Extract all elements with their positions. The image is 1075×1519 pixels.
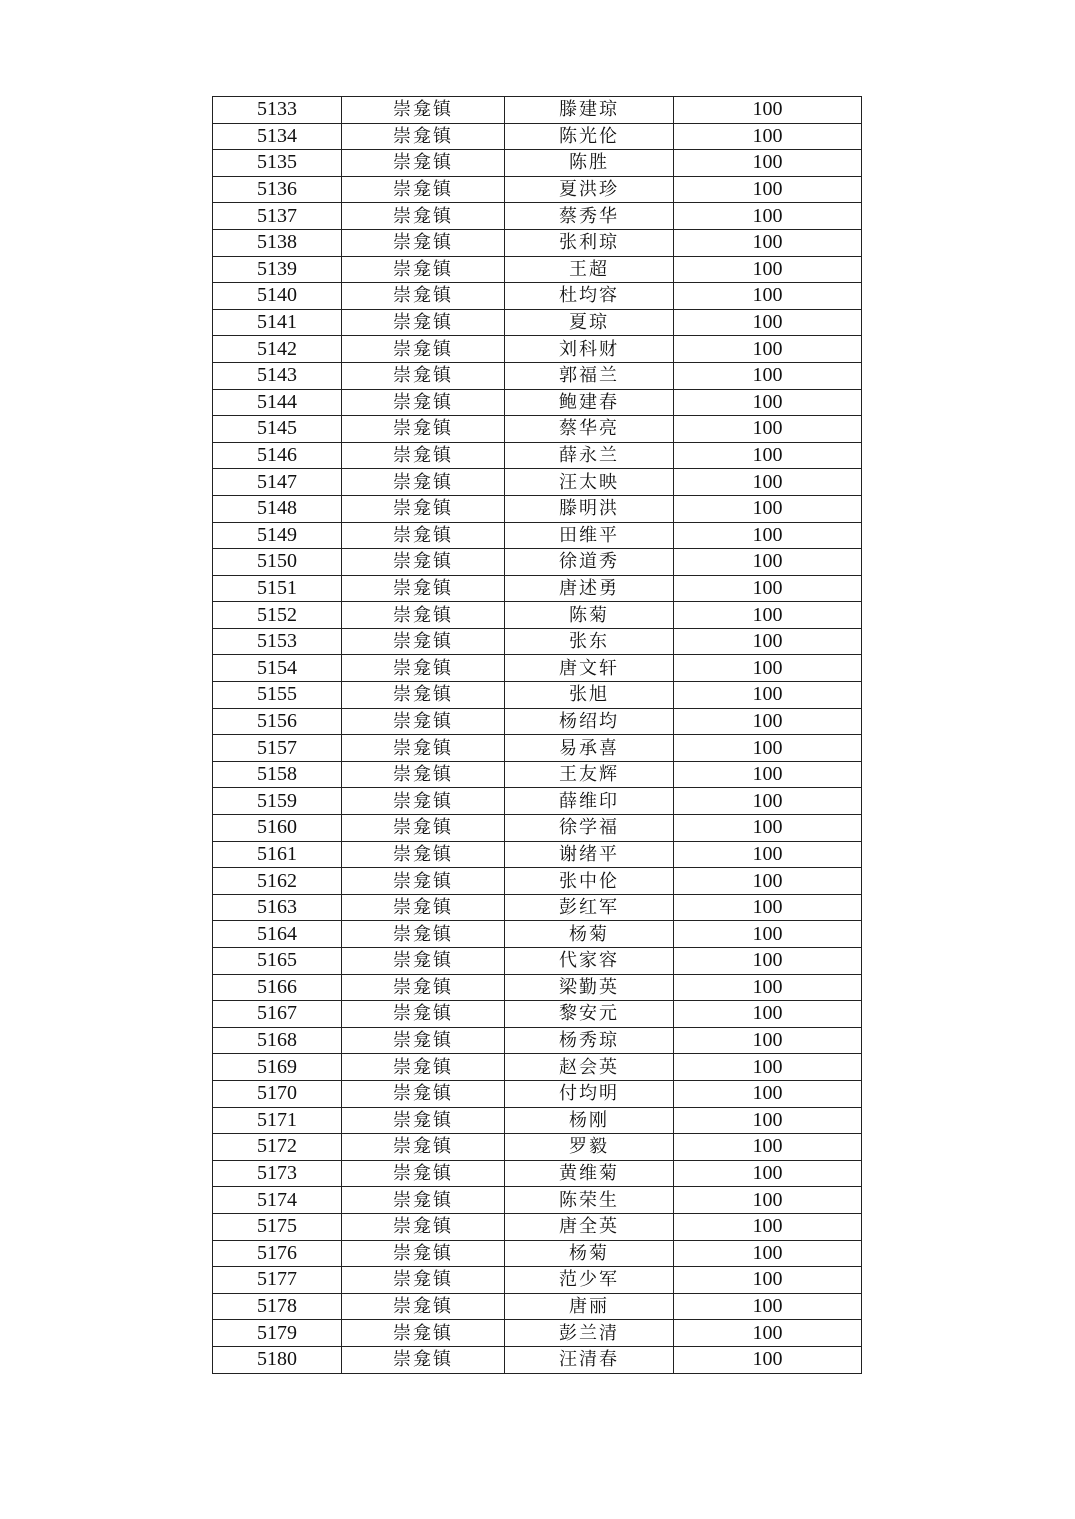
amount-cell: 100 xyxy=(674,1320,862,1347)
town-cell: 崇龛镇 xyxy=(342,655,505,682)
table-row xyxy=(213,1080,862,1107)
table-row xyxy=(213,841,862,868)
amount-cell: 100 xyxy=(674,336,862,363)
amount-cell: 100 xyxy=(674,1107,862,1134)
person-name-cell: 杨绍均 xyxy=(505,708,674,735)
person-name-cell: 滕明洪 xyxy=(505,495,674,522)
table-row xyxy=(213,1293,862,1320)
person-name-cell: 杨菊 xyxy=(505,1240,674,1267)
town-cell: 崇龛镇 xyxy=(342,815,505,842)
person-name-cell: 张利琼 xyxy=(505,229,674,256)
row-number-cell: 5180 xyxy=(213,1346,342,1373)
town-cell: 崇龛镇 xyxy=(342,974,505,1001)
person-name-cell: 郭福兰 xyxy=(505,362,674,389)
amount-cell: 100 xyxy=(674,150,862,177)
amount-cell: 100 xyxy=(674,495,862,522)
town-cell: 崇龛镇 xyxy=(342,1213,505,1240)
town-cell: 崇龛镇 xyxy=(342,549,505,576)
row-number-cell: 5164 xyxy=(213,921,342,948)
table-body xyxy=(213,97,862,1374)
row-number-cell: 5147 xyxy=(213,469,342,496)
town-cell: 崇龛镇 xyxy=(342,1240,505,1267)
row-number-cell: 5179 xyxy=(213,1320,342,1347)
amount-cell: 100 xyxy=(674,948,862,975)
row-number-cell: 5167 xyxy=(213,1001,342,1028)
table-row xyxy=(213,1267,862,1294)
town-cell: 崇龛镇 xyxy=(342,1320,505,1347)
town-cell: 崇龛镇 xyxy=(342,735,505,762)
amount-cell: 100 xyxy=(674,309,862,336)
amount-cell: 100 xyxy=(674,362,862,389)
person-name-cell: 张东 xyxy=(505,628,674,655)
town-cell: 崇龛镇 xyxy=(342,1027,505,1054)
row-number-cell: 5157 xyxy=(213,735,342,762)
row-number-cell: 5142 xyxy=(213,336,342,363)
person-name-cell: 彭红军 xyxy=(505,894,674,921)
person-name-cell: 张旭 xyxy=(505,682,674,709)
table-row xyxy=(213,868,862,895)
row-number-cell: 5155 xyxy=(213,682,342,709)
row-number-cell: 5171 xyxy=(213,1107,342,1134)
subsidy-list-table xyxy=(212,96,862,1374)
row-number-cell: 5172 xyxy=(213,1134,342,1161)
town-cell: 崇龛镇 xyxy=(342,309,505,336)
person-name-cell: 陈胜 xyxy=(505,150,674,177)
person-name-cell: 代家容 xyxy=(505,948,674,975)
person-name-cell: 刘科财 xyxy=(505,336,674,363)
amount-cell: 100 xyxy=(674,1187,862,1214)
person-name-cell: 蔡华亮 xyxy=(505,416,674,443)
table-row xyxy=(213,442,862,469)
row-number-cell: 5163 xyxy=(213,894,342,921)
person-name-cell: 黄维菊 xyxy=(505,1160,674,1187)
town-cell: 崇龛镇 xyxy=(342,97,505,124)
row-number-cell: 5177 xyxy=(213,1267,342,1294)
town-cell: 崇龛镇 xyxy=(342,416,505,443)
table-row xyxy=(213,1213,862,1240)
amount-cell: 100 xyxy=(674,841,862,868)
amount-cell: 100 xyxy=(674,1267,862,1294)
person-name-cell: 陈光伦 xyxy=(505,123,674,150)
town-cell: 崇龛镇 xyxy=(342,1001,505,1028)
person-name-cell: 滕建琼 xyxy=(505,97,674,124)
person-name-cell: 付均明 xyxy=(505,1080,674,1107)
town-cell: 崇龛镇 xyxy=(342,176,505,203)
amount-cell: 100 xyxy=(674,203,862,230)
town-cell: 崇龛镇 xyxy=(342,1054,505,1081)
person-name-cell: 唐述勇 xyxy=(505,575,674,602)
table-row xyxy=(213,549,862,576)
amount-cell: 100 xyxy=(674,1346,862,1373)
town-cell: 崇龛镇 xyxy=(342,469,505,496)
amount-cell: 100 xyxy=(674,522,862,549)
table-row xyxy=(213,256,862,283)
row-number-cell: 5159 xyxy=(213,788,342,815)
row-number-cell: 5146 xyxy=(213,442,342,469)
row-number-cell: 5153 xyxy=(213,628,342,655)
town-cell: 崇龛镇 xyxy=(342,602,505,629)
row-number-cell: 5168 xyxy=(213,1027,342,1054)
table-row xyxy=(213,522,862,549)
table-row xyxy=(213,761,862,788)
person-name-cell: 易承喜 xyxy=(505,735,674,762)
town-cell: 崇龛镇 xyxy=(342,788,505,815)
row-number-cell: 5135 xyxy=(213,150,342,177)
row-number-cell: 5169 xyxy=(213,1054,342,1081)
table-row xyxy=(213,1346,862,1373)
row-number-cell: 5134 xyxy=(213,123,342,150)
town-cell: 崇龛镇 xyxy=(342,894,505,921)
row-number-cell: 5138 xyxy=(213,229,342,256)
person-name-cell: 梁勤英 xyxy=(505,974,674,1001)
town-cell: 崇龛镇 xyxy=(342,841,505,868)
amount-cell: 100 xyxy=(674,256,862,283)
table-row xyxy=(213,948,862,975)
amount-cell: 100 xyxy=(674,602,862,629)
table-row xyxy=(213,1134,862,1161)
town-cell: 崇龛镇 xyxy=(342,921,505,948)
table-row xyxy=(213,469,862,496)
town-cell: 崇龛镇 xyxy=(342,336,505,363)
amount-cell: 100 xyxy=(674,708,862,735)
person-name-cell: 鲍建春 xyxy=(505,389,674,416)
person-name-cell: 薛永兰 xyxy=(505,442,674,469)
amount-cell: 100 xyxy=(674,442,862,469)
person-name-cell: 罗毅 xyxy=(505,1134,674,1161)
table-row xyxy=(213,1160,862,1187)
table-row xyxy=(213,788,862,815)
amount-cell: 100 xyxy=(674,655,862,682)
amount-cell: 100 xyxy=(674,97,862,124)
table-row xyxy=(213,708,862,735)
row-number-cell: 5162 xyxy=(213,868,342,895)
row-number-cell: 5139 xyxy=(213,256,342,283)
amount-cell: 100 xyxy=(674,1160,862,1187)
amount-cell: 100 xyxy=(674,1213,862,1240)
town-cell: 崇龛镇 xyxy=(342,123,505,150)
person-name-cell: 杨刚 xyxy=(505,1107,674,1134)
amount-cell: 100 xyxy=(674,549,862,576)
row-number-cell: 5166 xyxy=(213,974,342,1001)
amount-cell: 100 xyxy=(674,1054,862,1081)
town-cell: 崇龛镇 xyxy=(342,682,505,709)
row-number-cell: 5174 xyxy=(213,1187,342,1214)
row-number-cell: 5141 xyxy=(213,309,342,336)
amount-cell: 100 xyxy=(674,1080,862,1107)
row-number-cell: 5176 xyxy=(213,1240,342,1267)
row-number-cell: 5170 xyxy=(213,1080,342,1107)
person-name-cell: 唐文轩 xyxy=(505,655,674,682)
amount-cell: 100 xyxy=(674,682,862,709)
town-cell: 崇龛镇 xyxy=(342,868,505,895)
amount-cell: 100 xyxy=(674,575,862,602)
table-row xyxy=(213,362,862,389)
row-number-cell: 5175 xyxy=(213,1213,342,1240)
town-cell: 崇龛镇 xyxy=(342,256,505,283)
person-name-cell: 汪清春 xyxy=(505,1346,674,1373)
table-row xyxy=(213,735,862,762)
person-name-cell: 范少军 xyxy=(505,1267,674,1294)
town-cell: 崇龛镇 xyxy=(342,522,505,549)
amount-cell: 100 xyxy=(674,921,862,948)
table-row xyxy=(213,1240,862,1267)
row-number-cell: 5165 xyxy=(213,948,342,975)
person-name-cell: 谢绪平 xyxy=(505,841,674,868)
person-name-cell: 张中伦 xyxy=(505,868,674,895)
table-row xyxy=(213,150,862,177)
amount-cell: 100 xyxy=(674,1027,862,1054)
town-cell: 崇龛镇 xyxy=(342,495,505,522)
row-number-cell: 5152 xyxy=(213,602,342,629)
town-cell: 崇龛镇 xyxy=(342,1267,505,1294)
amount-cell: 100 xyxy=(674,123,862,150)
town-cell: 崇龛镇 xyxy=(342,1107,505,1134)
person-name-cell: 唐全英 xyxy=(505,1213,674,1240)
town-cell: 崇龛镇 xyxy=(342,1187,505,1214)
amount-cell: 100 xyxy=(674,1134,862,1161)
row-number-cell: 5178 xyxy=(213,1293,342,1320)
person-name-cell: 汪太映 xyxy=(505,469,674,496)
amount-cell: 100 xyxy=(674,868,862,895)
row-number-cell: 5143 xyxy=(213,362,342,389)
person-name-cell: 徐道秀 xyxy=(505,549,674,576)
person-name-cell: 陈荣生 xyxy=(505,1187,674,1214)
table-row xyxy=(213,1187,862,1214)
table-row xyxy=(213,416,862,443)
row-number-cell: 5136 xyxy=(213,176,342,203)
town-cell: 崇龛镇 xyxy=(342,442,505,469)
table-row xyxy=(213,229,862,256)
row-number-cell: 5173 xyxy=(213,1160,342,1187)
amount-cell: 100 xyxy=(674,974,862,1001)
person-name-cell: 彭兰清 xyxy=(505,1320,674,1347)
table-row xyxy=(213,602,862,629)
row-number-cell: 5149 xyxy=(213,522,342,549)
table-row xyxy=(213,336,862,363)
person-name-cell: 杨菊 xyxy=(505,921,674,948)
town-cell: 崇龛镇 xyxy=(342,150,505,177)
row-number-cell: 5150 xyxy=(213,549,342,576)
row-number-cell: 5154 xyxy=(213,655,342,682)
row-number-cell: 5148 xyxy=(213,495,342,522)
town-cell: 崇龛镇 xyxy=(342,362,505,389)
table-row xyxy=(213,1027,862,1054)
town-cell: 崇龛镇 xyxy=(342,708,505,735)
town-cell: 崇龛镇 xyxy=(342,1293,505,1320)
table-row xyxy=(213,921,862,948)
town-cell: 崇龛镇 xyxy=(342,1080,505,1107)
table-row xyxy=(213,628,862,655)
town-cell: 崇龛镇 xyxy=(342,229,505,256)
table-row xyxy=(213,1054,862,1081)
town-cell: 崇龛镇 xyxy=(342,1346,505,1373)
table-row xyxy=(213,1107,862,1134)
person-name-cell: 杜均容 xyxy=(505,283,674,310)
amount-cell: 100 xyxy=(674,469,862,496)
town-cell: 崇龛镇 xyxy=(342,628,505,655)
amount-cell: 100 xyxy=(674,815,862,842)
amount-cell: 100 xyxy=(674,735,862,762)
amount-cell: 100 xyxy=(674,894,862,921)
town-cell: 崇龛镇 xyxy=(342,1160,505,1187)
amount-cell: 100 xyxy=(674,416,862,443)
table-row xyxy=(213,1001,862,1028)
town-cell: 崇龛镇 xyxy=(342,575,505,602)
person-name-cell: 赵会英 xyxy=(505,1054,674,1081)
table-row xyxy=(213,894,862,921)
row-number-cell: 5156 xyxy=(213,708,342,735)
row-number-cell: 5140 xyxy=(213,283,342,310)
row-number-cell: 5144 xyxy=(213,389,342,416)
table-row xyxy=(213,815,862,842)
person-name-cell: 杨秀琼 xyxy=(505,1027,674,1054)
person-name-cell: 王友辉 xyxy=(505,761,674,788)
amount-cell: 100 xyxy=(674,628,862,655)
amount-cell: 100 xyxy=(674,176,862,203)
amount-cell: 100 xyxy=(674,1001,862,1028)
amount-cell: 100 xyxy=(674,1293,862,1320)
table-row xyxy=(213,389,862,416)
row-number-cell: 5160 xyxy=(213,815,342,842)
row-number-cell: 5151 xyxy=(213,575,342,602)
person-name-cell: 夏洪珍 xyxy=(505,176,674,203)
table-row xyxy=(213,575,862,602)
table-row xyxy=(213,97,862,124)
row-number-cell: 5158 xyxy=(213,761,342,788)
person-name-cell: 薛维印 xyxy=(505,788,674,815)
amount-cell: 100 xyxy=(674,229,862,256)
table-row xyxy=(213,1320,862,1347)
table-row xyxy=(213,974,862,1001)
row-number-cell: 5161 xyxy=(213,841,342,868)
table-row xyxy=(213,203,862,230)
amount-cell: 100 xyxy=(674,761,862,788)
town-cell: 崇龛镇 xyxy=(342,203,505,230)
row-number-cell: 5137 xyxy=(213,203,342,230)
person-name-cell: 唐丽 xyxy=(505,1293,674,1320)
table-row xyxy=(213,682,862,709)
person-name-cell: 夏琼 xyxy=(505,309,674,336)
town-cell: 崇龛镇 xyxy=(342,1134,505,1161)
town-cell: 崇龛镇 xyxy=(342,761,505,788)
table-row xyxy=(213,655,862,682)
person-name-cell: 蔡秀华 xyxy=(505,203,674,230)
town-cell: 崇龛镇 xyxy=(342,283,505,310)
row-number-cell: 5133 xyxy=(213,97,342,124)
table-row xyxy=(213,123,862,150)
table-row xyxy=(213,309,862,336)
town-cell: 崇龛镇 xyxy=(342,389,505,416)
person-name-cell: 陈菊 xyxy=(505,602,674,629)
person-name-cell: 王超 xyxy=(505,256,674,283)
person-name-cell: 田维平 xyxy=(505,522,674,549)
table-row xyxy=(213,176,862,203)
row-number-cell: 5145 xyxy=(213,416,342,443)
table-row xyxy=(213,283,862,310)
table-row xyxy=(213,495,862,522)
amount-cell: 100 xyxy=(674,283,862,310)
amount-cell: 100 xyxy=(674,1240,862,1267)
town-cell: 崇龛镇 xyxy=(342,948,505,975)
amount-cell: 100 xyxy=(674,788,862,815)
person-name-cell: 徐学福 xyxy=(505,815,674,842)
amount-cell: 100 xyxy=(674,389,862,416)
person-name-cell: 黎安元 xyxy=(505,1001,674,1028)
